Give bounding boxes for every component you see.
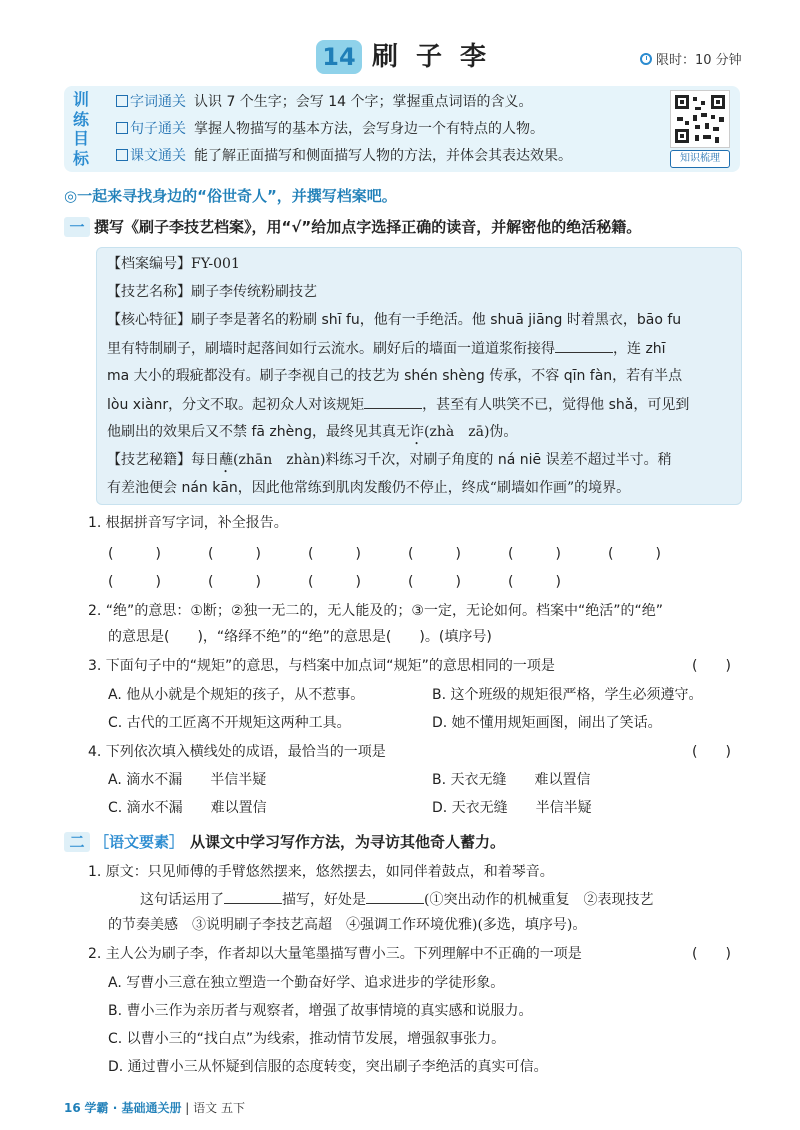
page-footer: 16 学霸 · 基础通关册 | 语文 五下 [64,1101,245,1115]
section-1-heading: 一 撰写《刷子李技艺档案》，用“√”给加点字选择正确的读音，并解密他的绝活秘籍。 [64,216,641,237]
question-3-stem: 3. 下面句子中的“规矩”的意思，与档案中加点词“规矩”的意思相同的一项是 [88,658,555,674]
option-a[interactable]: A. 滴水不漏 半信半疑 [108,772,267,788]
option-d[interactable]: D. 她不懂用规矩画图，闹出了笑话。 [432,715,662,731]
answer-paren[interactable]: ( ) [508,546,561,562]
lesson-title: 刷子李 [372,42,505,72]
answer-paren[interactable]: ( ) [408,546,461,562]
answer-paren[interactable]: ( ) [308,546,361,562]
fill-blank[interactable] [364,394,422,409]
fill-blank[interactable] [366,889,424,904]
qr-label: 知识梳理 [670,150,730,168]
lesson-number: 14 [316,40,362,74]
archive-line: 他刷出的效果后又不禁 fā zhèng，最终见其真无诈(zhà zā)伪。 [107,424,518,440]
archive-line: 【核心特征】刷子李是著名的粉刷 shī fu，他有一手绝活。他 shuā jiāng 时着黑衣，bāo fu [107,312,682,328]
option-a[interactable]: A. 他从小就是个规矩的孩子，从不惹事。 [108,687,365,703]
answer-paren[interactable]: ( ) [692,744,731,760]
answer-paren[interactable]: ( ) [692,946,731,962]
option-a[interactable]: A. 写曹小三意在独立塑造一个勤奋好学、追求进步的学徒形象。 [108,975,505,991]
section-2-heading: 二 ［语文要素］ 从课文中学习写作方法，为寻访其他奇人蓄力。 [64,831,505,852]
checkbox-icon [116,95,128,107]
answer-paren[interactable]: ( ) [608,546,661,562]
option-b[interactable]: B. 这个班级的规矩很严格，学生必须遵守。 [432,687,703,703]
question-2-line: 2. “绝”的意思：①断；②独一无二的，无人能及的；③一定，无论如何。档案中“绝活”的“绝” [88,603,663,619]
clock-icon [640,53,652,65]
answer-paren[interactable]: ( ) [208,574,261,590]
archive-box [96,247,742,505]
checkbox-icon [116,122,128,134]
answer-paren[interactable]: ( ) [208,546,261,562]
option-d[interactable]: D. 天衣无缝 半信半疑 [432,800,592,816]
checkbox-icon [116,149,128,161]
time-limit: 限时：10 分钟 [640,49,742,68]
archive-line: 【技艺名称】刷子李传统粉刷技艺 [107,284,317,300]
training-goals [64,86,740,172]
s2-question-1-line: 1. 原文：只见师傅的手臂悠然摆来，悠然摆去，如同伴着鼓点，和着琴音。 [88,864,554,880]
option-c[interactable]: C. 以曹小三的“找白点”为线索，推动情节发展，增强叙事张力。 [108,1031,506,1047]
archive-line: 有差池便会 nán kān，因此他常练到肌肉发酸仍不停止，终成“刷墙如作画”的境界。 [107,480,631,496]
fill-blank[interactable] [224,889,282,904]
fill-blank[interactable] [555,338,613,353]
question-2-line: 的意思是( )，“络绎不绝”的“绝”的意思是( )。(填序号) [108,629,492,645]
option-c[interactable]: C. 古代的工匠离不开规矩这两种工具。 [108,715,351,731]
answer-paren[interactable]: ( ) [108,574,161,590]
answer-row [108,543,668,563]
goal-row: 字词通关 认识 7 个生字；会写 14 个字；掌握重点词语的含义。 [116,92,533,112]
answer-paren[interactable]: ( ) [508,574,561,590]
goals-label: 训练目标 [72,90,89,168]
page-number: 16 [64,1101,81,1115]
archive-line: 【档案编号】FY-001 [107,256,240,272]
answer-paren[interactable]: ( ) [108,546,161,562]
s2-question-1-line: 的节奏美感 ③说明刷子李技艺高超 ④强调工作环境优雅)(多选，填序号)。 [108,917,587,933]
answer-paren[interactable]: ( ) [692,658,731,674]
qr-code-icon[interactable] [670,90,730,148]
dotted-char: 诈 [410,424,425,440]
section-number: 二 [64,832,90,852]
archive-line: 里有特制刷子，刷墙时起落间如行云流水。刷好后的墙面一道道浆衔接得 ，连 zhī [107,338,666,359]
answer-row [108,571,608,591]
s2-question-2-stem: 2. 主人公为刷子李，作者却以大量笔墨描写曹小三。下列理解中不正确的一项是 [88,946,582,962]
archive-line: 【技艺秘籍】每日蘸(zhān zhàn)料练习千次，对刷子角度的 ná niē 误差不超过半寸。稍 [107,452,672,468]
section-number: 一 [64,217,90,237]
option-b[interactable]: B. 天衣无缝 难以置信 [432,772,591,788]
answer-paren[interactable]: ( ) [308,574,361,590]
archive-line: ma 大小的瑕疵都没有。刷子李视自己的技艺为 shén shèng 传承，不容 qīn fàn，若有半点 [107,368,683,384]
subject: 语文 五下 [193,1101,245,1115]
intro-line: ◎一起来寻找身边的“俗世奇人”，并撰写档案吧。 [64,187,397,205]
question-1: 1. 根据拼音写字词，补全报告。 [88,515,288,531]
goal-row: 课文通关 能了解正面描写和侧面描写人物的方法，并体会其表达效果。 [116,146,572,166]
question-4-stem: 4. 下列依次填入横线处的成语，最恰当的一项是 [88,744,386,760]
dotted-char: 蘸 [219,452,233,468]
archive-line: lòu xiànr，分文不取。起初众人对该规矩 ，甚至有人哄笑不已，觉得他 shǎ，可见到 [107,394,689,415]
option-b[interactable]: B. 曹小三作为亲历者与观察者，增强了故事情境的真实感和说服力。 [108,1003,533,1019]
lesson-header [0,40,800,80]
option-c[interactable]: C. 滴水不漏 难以置信 [108,800,267,816]
book-title: 学霸 · 基础通关册 [84,1101,182,1115]
option-d[interactable]: D. 通过曹小三从怀疑到信服的态度转变，突出刷子李绝活的真实可信。 [108,1059,548,1075]
goal-row: 句子通关 掌握人物描写的基本方法，会写身边一个有特点的人物。 [116,119,544,139]
answer-paren[interactable]: ( ) [408,574,461,590]
s2-question-1-line: 这句话运用了 描写，好处是 (①突出动作的机械重复 ②表现技艺 [140,889,653,910]
